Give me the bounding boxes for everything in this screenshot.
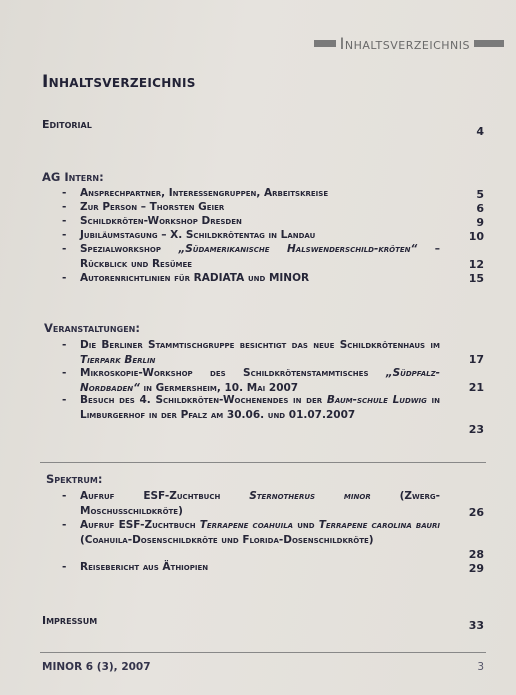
entry-page: 5 [476,188,484,201]
section-ag-intern: AG Intern: [42,170,104,184]
entry-title [62,366,440,395]
entry-title-italic: „Südpfalz-Nordbaden“ [80,367,440,394]
toc-entry[interactable] [62,560,484,575]
entry-title: Autorenrichtlinien für RADIATA und MINOR [80,272,310,284]
entry-title-part: in Limburgerhof in der Pfalz am 30.06. und 01.07.2007 [80,394,440,421]
impressum-page: 33 [468,619,484,632]
entry-dash: - [62,187,67,199]
footer-divider [40,652,486,653]
toc-entry[interactable] [62,200,484,215]
entry-title [62,393,440,422]
entry-title-italic: Tierpark Berlin [80,353,156,366]
section-divider [40,462,486,463]
toc-impressum[interactable] [42,614,484,632]
entry-dash: - [62,215,67,227]
entry-title-italic: „Südamerikanische Halswenderschild-kröten“ [178,243,418,255]
section-spektrum: Spektrum: [46,472,103,486]
page-title: Inhaltsverzeichnis [42,72,196,92]
entry-page: 28 [468,548,484,561]
entry-dash: - [62,243,67,255]
entry-title-part: Aufruf ESF-Zuchtbuch [80,519,200,531]
toc-entry[interactable] [62,518,484,561]
entry-dash: - [62,519,67,531]
entry-title-part: Mikroskopie-Workshop des Schildkrötenstammtisches [80,367,386,379]
entry-title [62,518,440,547]
entry-title [62,338,440,367]
entry-title-part: (Coahuila-Dosenschildkröte und Florida-Dosenschildkröte) [80,533,374,546]
impressum-label: Impressum [42,614,98,627]
entry-dash: - [62,339,67,351]
entry-page: 21 [468,381,484,394]
entry-title-italic: Sternotherus minor [249,490,371,502]
entry-title: Schildkröten-Workshop Dresden [80,215,242,227]
entry-title: Zur Person – Thorsten Geier [80,201,225,213]
entry-dash: - [62,229,67,241]
entry-title: Ansprechpartner, Interessengruppen, Arbeitskreise [80,187,329,199]
entry-title [62,242,440,271]
entry-page: 10 [468,230,484,243]
toc-entry[interactable] [62,338,484,367]
entry-title-part: in Germersheim, 10. Mai 2007 [139,381,299,394]
entry-page: 9 [476,216,484,229]
editorial-label: Editorial [42,118,92,131]
entry-title: Reisebericht aus Äthiopien [80,561,209,573]
entry-page: 26 [468,506,484,519]
page-number: 3 [477,661,484,673]
entry-dash: - [62,394,67,406]
entry-dash: - [62,367,67,379]
entry-dash: - [62,272,67,284]
entry-title [62,489,440,518]
entry-title-part: Die Berliner Stammtischgruppe besichtigt das neue Schildkrötenhaus im [80,339,440,351]
entry-title-italic: Terrapene coahuila [199,519,294,531]
toc-entry[interactable] [62,271,484,286]
toc-entry[interactable] [62,393,484,436]
entry-page: 6 [476,202,484,215]
entry-title-part: und [293,519,319,531]
entry-page: 29 [468,562,484,575]
entry-title-part: (Zwerg-Moschusschildkröte) [80,490,440,517]
toc-entry[interactable] [62,366,484,395]
entry-title-part: Aufruf ESF-Zuchtbuch [80,490,250,502]
toc-entry[interactable] [62,186,484,201]
entry-dash: - [62,561,67,573]
entry-page: 23 [468,423,484,436]
toc-entry[interactable] [62,214,484,229]
toc-entry[interactable] [62,242,484,271]
entry-page: 17 [468,353,484,366]
entry-dash: - [62,490,67,502]
entry-dash: - [62,201,67,213]
entry-title-part: Spezialworkshop [80,243,179,255]
journal-citation: MINOR 6 (3), 2007 [42,661,151,673]
entry-title: Jubiläumstagung – X. Schildkrötentag in Landau [80,229,316,241]
section-veranstaltungen: Veranstaltungen: [44,321,140,335]
entry-title-part: – Rückblick und Resümee [80,243,440,270]
entry-title-part: Besuch des 4. Schildkröten-Wochenendes in der [80,394,327,406]
entry-title-italic: Baum-schule Ludwig [326,394,427,406]
toc-editorial[interactable] [42,118,484,138]
header-title: Inhaltsverzeichnis [339,33,470,53]
toc-entry[interactable] [62,489,484,518]
editorial-page: 4 [476,125,484,138]
toc-entry[interactable] [62,228,484,243]
entry-page: 12 [468,258,484,271]
entry-title-italic: Terrapene carolina bauri [318,519,440,531]
entry-page: 15 [468,272,484,285]
